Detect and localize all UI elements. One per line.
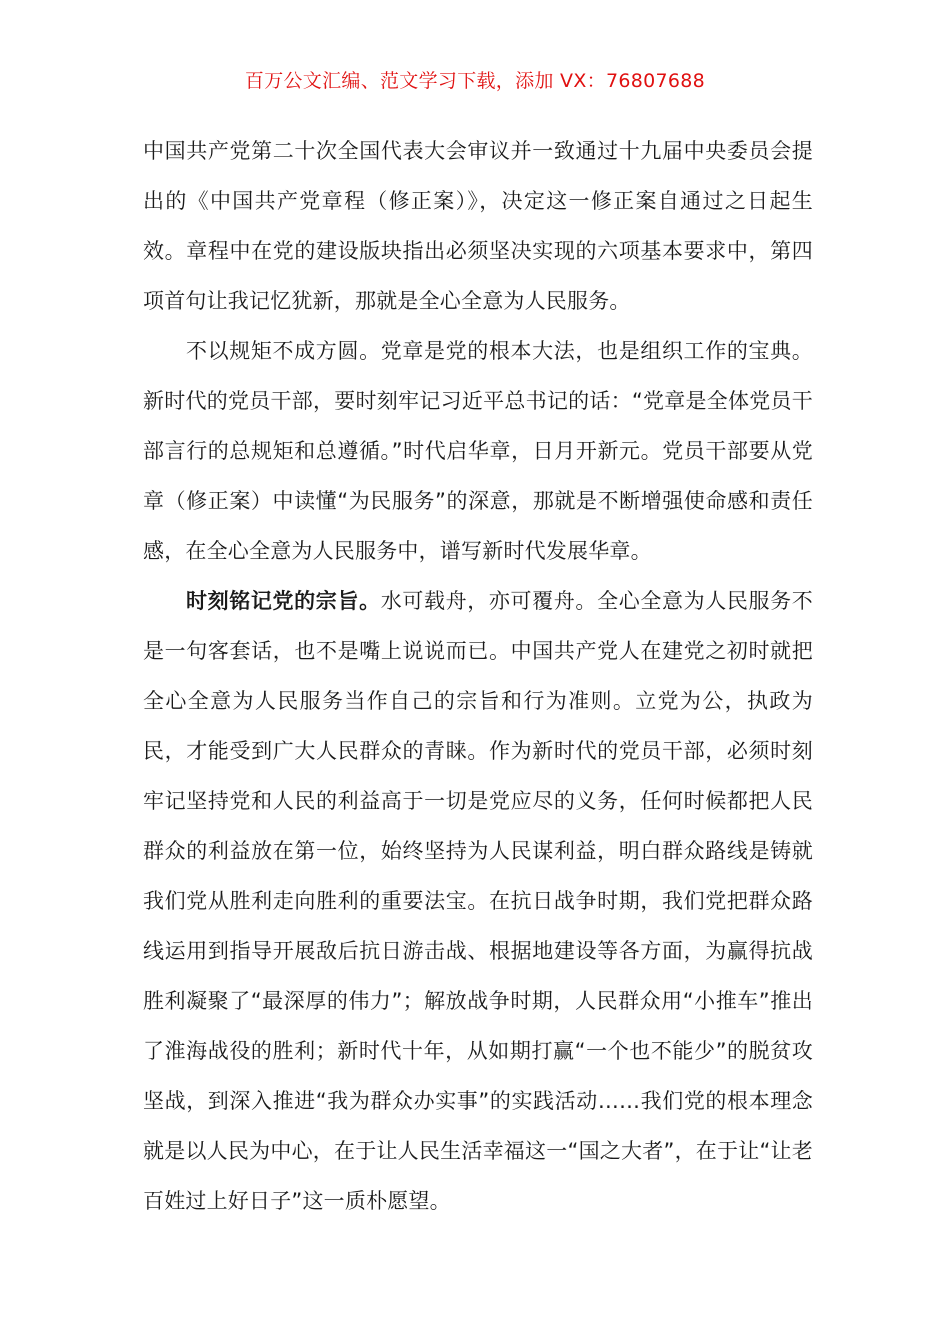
paragraph-3-text: 水可载舟，亦可覆舟。全心全意为人民服务不是一句客套话，也不是嘴上说说而已。中国共产党人在建党之初时就把全心全意为人民服务当作自己的宗旨和行为准则。立党为公，执政为民，才能受到广大人民群众的青睐。作为新时代的党员干部，必须时刻牢记坚持党和人民的利益高于一切是党应尽的义务，任何时候都把人民群众的利益放在第一位，始终坚持为人民谋利益，明白群众路线是铸就我们党从胜利走向胜利的重要法宝。在抗日战争时期，我们党把群众路线运用到指导开展敌后抗日游击战、根据地建设等各方面，为赢得抗战胜利凝聚了“最深厚的伟力”；解放战争时期，人民群众用“小推车”推出了淮海战役的胜利；新时代十年，从如期打赢“一个也不能少”的脱贫攻坚战，到深入推进“我为群众办实事”的实践活动……我们党的根本理念就是以人民为中心，在于让人民生活幸福这一“国之大者”，在于让“让老百姓过上好日子”这一质朴愿望。: [143, 589, 813, 1213]
paragraph-2-text: 不以规矩不成方圆。党章是党的根本大法，也是组织工作的宝典。新时代的党员干部，要时刻牢记习近平总书记的话：“党章是全体党员干部言行的总规矩和总遵循。”时代启华章，日月开新元。党员干部要从党章（修正案）中读懂“为民服务”的深意，那就是不断增强使命感和责任感，在全心全意为人民服务中，谱写新时代发展华章。: [143, 339, 813, 563]
paragraph-3: [143, 576, 813, 1226]
document-header-watermark: 百万公文汇编、范文学习下载，添加 VX：76807688: [244, 70, 706, 92]
paragraph-3-bold-lead: 时刻铭记党的宗旨。: [186, 589, 381, 613]
paragraph-2: [143, 326, 813, 576]
paragraph-1-text: 中国共产党第二十次全国代表大会审议并一致通过十九届中央委员会提出的《中国共产党章程（修正案）》，决定这一修正案自通过之日起生效。章程中在党的建设版块指出必须坚决实现的六项基本要求中，第四项首句让我记忆犹新，那就是全心全意为人民服务。: [143, 139, 813, 313]
document-body: [143, 126, 813, 1226]
paragraph-1: [143, 126, 813, 326]
